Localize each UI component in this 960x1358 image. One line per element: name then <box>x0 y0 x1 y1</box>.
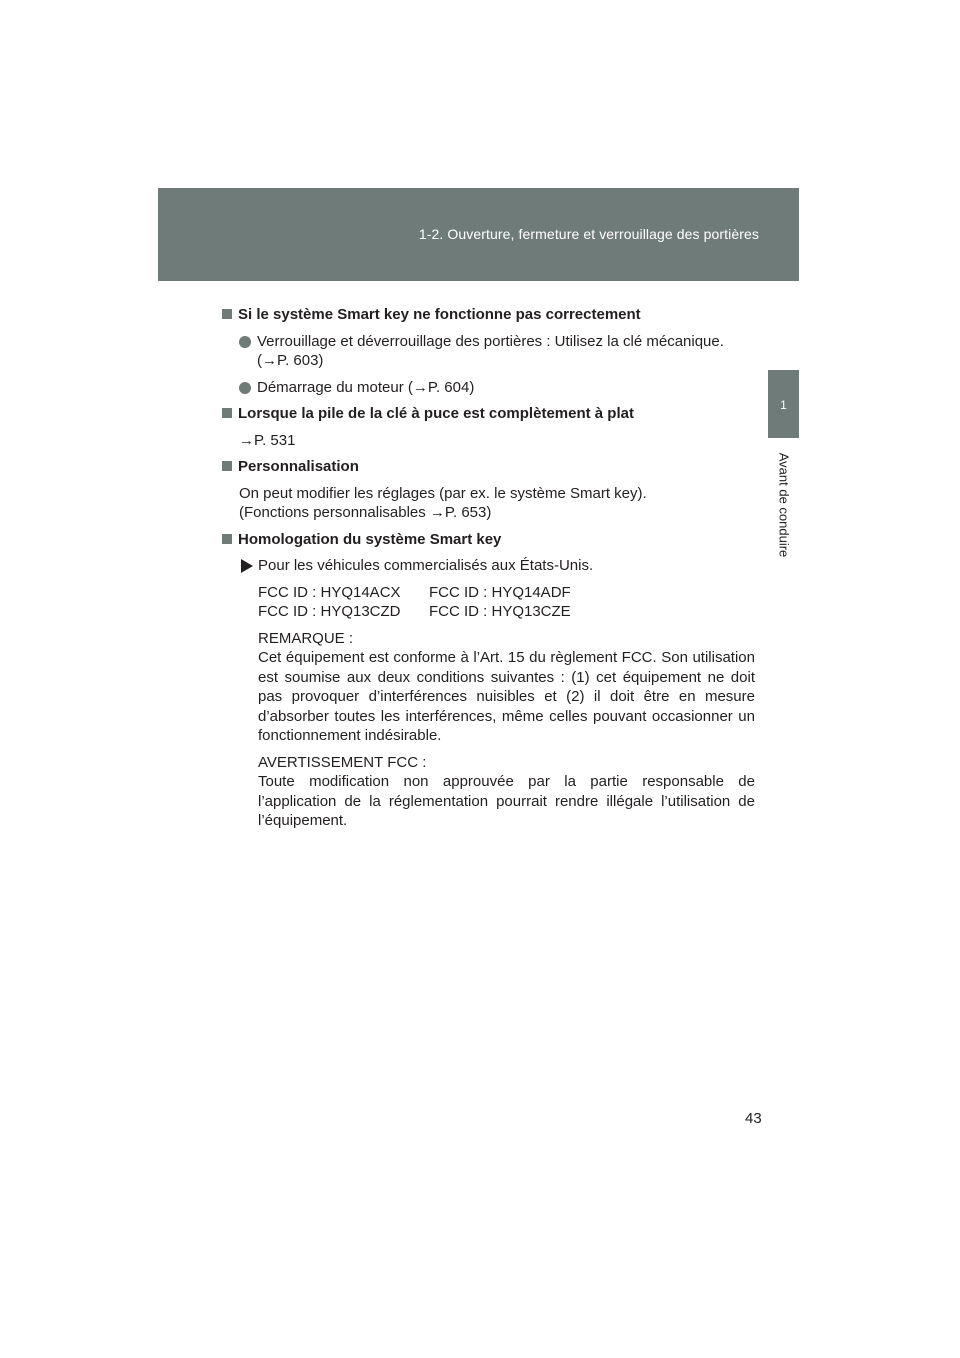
market-note: Pour les véhicules commercialisés aux États-Unis. <box>239 556 755 576</box>
fcc-id: FCC ID : HYQ14ADF <box>429 583 571 601</box>
chapter-side-label: Avant de conduire <box>776 452 792 558</box>
fcc-id: FCC ID : HYQ13CZE <box>429 603 571 620</box>
fcc-id: FCC ID : HYQ13CZD <box>258 603 401 620</box>
square-bullet-icon <box>222 534 232 544</box>
page-reference: →P. 531 <box>239 431 296 449</box>
triangle-arrow-icon <box>241 559 253 573</box>
circle-bullet-icon <box>239 336 251 348</box>
chapter-side-tab <box>768 370 799 438</box>
list-item: Verrouillage et déverrouillage des portières : Utilisez la clé mécanique. (→P. 603) <box>239 332 755 371</box>
chapter-header-title: 1-2. Ouverture, fermeture et verrouillage des portières <box>418 226 759 242</box>
square-bullet-icon <box>222 461 232 471</box>
section-heading: Homologation du système Smart key <box>222 530 755 550</box>
square-bullet-icon <box>222 309 232 319</box>
list-item: Démarrage du moteur (→P. 604) <box>239 378 755 398</box>
page-content <box>222 305 755 838</box>
remark-block: REMARQUE : Cet équipement est conforme à l’Art. 15 du règlement FCC. Son utilisation est soumise aux deux conditions suivantes : (1) cet équipement ne doit pas provoquer d’interférences nuisibles et (2) il doit être en mesure d’absorber toutes les interférences, même celles pouvant occasionner un fonctionnement indésirable. <box>258 629 755 744</box>
chapter-number: 1 <box>780 398 787 412</box>
section-heading: Lorsque la pile de la clé à puce est complètement à plat <box>222 404 755 424</box>
paragraph: On peut modifier les réglages (par ex. le système Smart key). (Fonctions personnalisables →P. 653) <box>239 484 647 521</box>
fcc-id-list <box>258 583 755 622</box>
section-heading: Personnalisation <box>222 457 755 477</box>
chapter-header-bar <box>158 188 799 281</box>
section-heading: Si le système Smart key ne fonctionne pas correctement <box>222 305 755 325</box>
page-number: 43 <box>745 1110 762 1127</box>
square-bullet-icon <box>222 408 232 418</box>
fcc-warning-block: AVERTISSEMENT FCC : Toute modification non approuvée par la partie responsable de l’application de la réglementation pourrait rendre illégale l’utilisation de l’équipement. <box>258 753 755 829</box>
circle-bullet-icon <box>239 382 251 394</box>
fcc-id: FCC ID : HYQ14ACX <box>258 583 401 601</box>
